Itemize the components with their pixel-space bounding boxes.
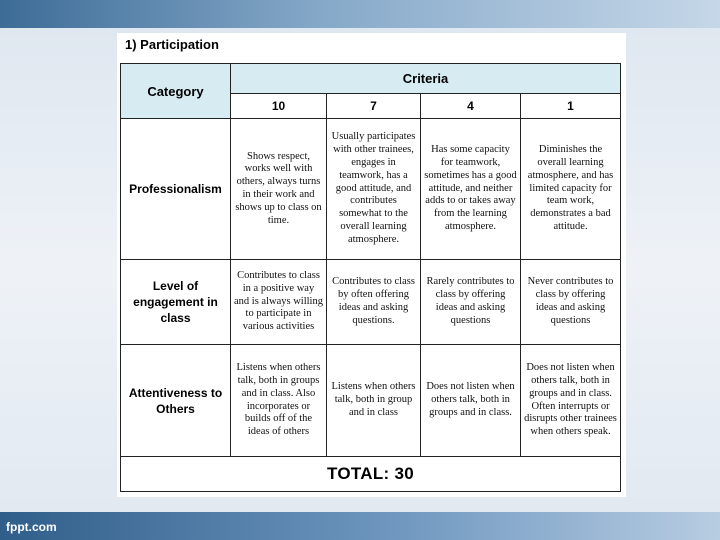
category-professionalism: Professionalism [121,119,231,260]
criteria-cell: Listens when others talk, both in group and in class [327,345,421,457]
criteria-cell: Contributes to class by often offering ideas and asking questions. [327,260,421,345]
criteria-cell: Never contributes to class by offering ideas and asking questions [521,260,621,345]
slide-bottom-band [0,512,720,540]
slide-top-band [0,0,720,28]
score-header-7: 7 [327,94,421,119]
footer-brand: fppt.com [6,520,57,534]
criteria-cell: Has some capacity for teamwork, sometimes has a good attitude, and neither adds to or takes away from the learning atmosphere. [421,119,521,260]
category-attentiveness: Attentiveness to Others [121,345,231,457]
criteria-cell: Shows respect, works well with others, always turns in their work and shows up to class on time. [231,119,327,260]
category-header: Category [121,64,231,119]
participation-rubric-table [120,63,621,492]
score-header-1: 1 [521,94,621,119]
criteria-cell: Rarely contributes to class by offering ideas and asking questions [421,260,521,345]
section-title: 1) Participation [125,37,219,52]
category-engagement: Level of engagement in class [121,260,231,345]
criteria-cell: Does not listen when others talk, both in groups and in class. Often interrupts or disrupts other trainees when others speak. [521,345,621,457]
criteria-header: Criteria [231,64,621,94]
criteria-cell: Contributes to class in a positive way and is always willing to participate in various activities [231,260,327,345]
table-row [121,260,621,345]
table-row [121,119,621,260]
total-score: TOTAL: 30 [121,457,621,492]
criteria-cell: Diminishes the overall learning atmosphere, and has limited capacity for team work, demonstrates a bad attitude. [521,119,621,260]
score-header-10: 10 [231,94,327,119]
table-row [121,345,621,457]
rubric-sheet [117,33,626,497]
score-header-4: 4 [421,94,521,119]
criteria-cell: Usually participates with other trainees, engages in teamwork, has a good attitude, and contributes somewhat to the overall learning atmosphere. [327,119,421,260]
criteria-cell: Does not listen when others talk, both in groups and in class. [421,345,521,457]
criteria-cell: Listens when others talk, both in groups and in class. Also incorporates or builds off of the ideas of others [231,345,327,457]
